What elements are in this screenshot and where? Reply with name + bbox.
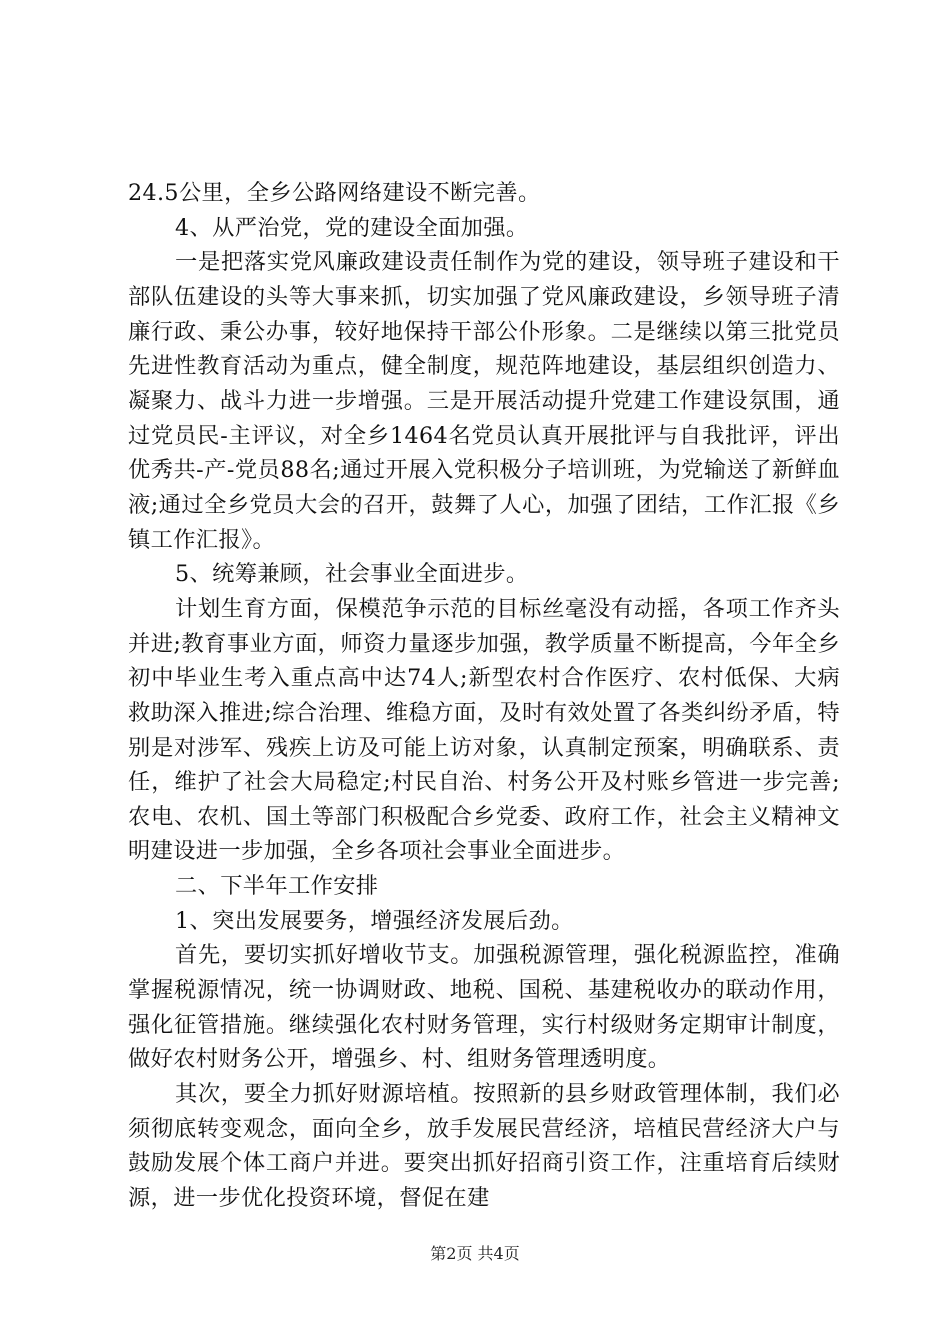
paragraph-2: 4、从严治党，党的建设全面加强。	[175, 214, 529, 241]
paragraph-4: 5、统筹兼顾，社会事业全面进步。	[175, 561, 529, 588]
paragraph-5: 计划生育方面，保模范争示范的目标丝毫没有动摇，各项工作齐头并进;教育事业方面，师资力量逐步加强，教学质量不断提高，今年全乡初中毕业生考入重点高中达74人;新型农村合作医疗、农村低保、大病救助深入推进;综合治理、维稳方面，及时有效处置了各类纠纷矛盾，特别是对涉军、残疾上访及可能上访对象，认真制定预案，明确联系、责任，维护了社会大局稳定;村民自治、村务公开及村账乡管进一步完善;农电、农机、国土等部门积极配合乡党委、政府工作，社会主义精神文明建设进一步加强，全乡各项社会事业全面进步。	[128, 595, 840, 865]
paragraph-1: 24.5公里，全乡公路网络建设不断完善。	[128, 180, 541, 206]
paragraph-7: 1、突出发展要务，增强经济发展后劲。	[175, 907, 574, 934]
page-number-label: 第2页 共4页	[430, 1244, 520, 1263]
section-heading: 二、下半年工作安排	[175, 873, 379, 900]
paragraph-3: 一是把落实党风廉政建设责任制作为党的建设，领导班子建设和干部队伍建设的头等大事来抓，切实加强了党风廉政建设，乡领导班子清廉行政、秉公办事，较好地保持干部公仆形象。二是继续以第三批党员先进性教育活动为重点，健全制度，规范阵地建设，基层组织创造力、凝聚力、战斗力进一步增强。三是开展活动提升党建工作建设氛围，通过党员民-主评议，对全乡1464名党员认真开展批评与自我批评，评出优秀共-产-党员88名;通过开展入党积极分子培训班，为党输送了新鲜血液;通过全乡党员大会的召开，鼓舞了人心，加强了团结，工作汇报《乡镇工作汇报》。	[128, 249, 840, 553]
document-body	[128, 176, 840, 1216]
paragraph-8: 首先，要切实抓好增收节支。加强税源管理，强化税源监控，准确掌握税源情况，统一协调财政、地税、国税、基建税收办的联动作用，强化征管措施。继续强化农村财务管理，实行村级财务定期审计制度，做好农村财务公开，增强乡、村、组财务管理透明度。	[128, 942, 840, 1073]
paragraph-9: 其次，要全力抓好财源培植。按照新的县乡财政管理体制，我们必须彻底转变观念，面向全乡，放手发展民营经济，培植民营经济大户与鼓励发展个体工商户并进。要突出抓好招商引资工作，注重培育后续财源，进一步优化投资环境，督促在建	[128, 1081, 840, 1212]
page-footer	[0, 1244, 950, 1264]
